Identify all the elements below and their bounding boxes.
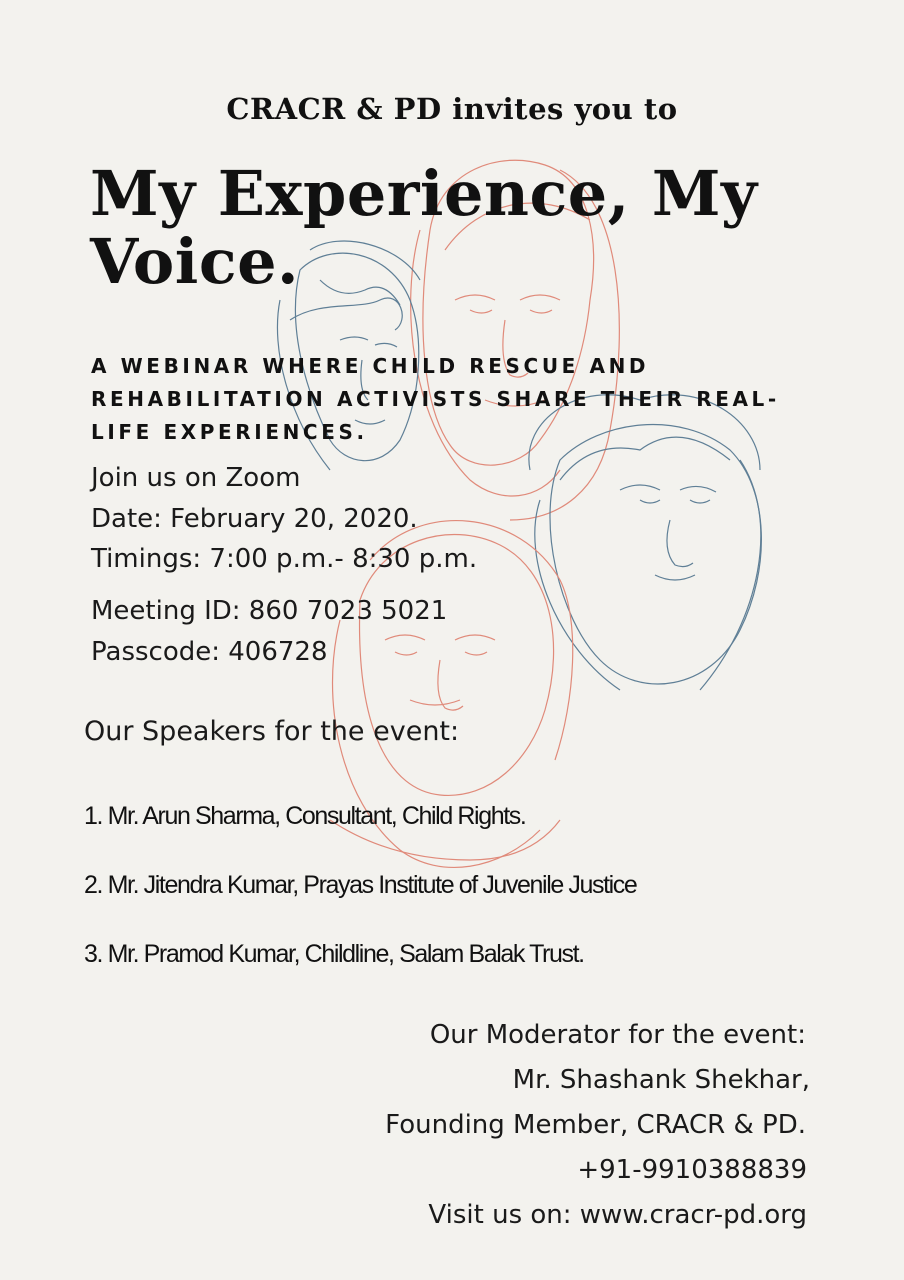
meeting-id: Meeting ID: 860 7023 5021 — [91, 596, 448, 626]
website-link[interactable]: Visit us on: www.cracr-pd.org — [428, 1200, 807, 1230]
speaker-item: 1. Mr. Arun Sharma, Consultant, Child Rights. — [84, 802, 526, 830]
speakers-heading: Our Speakers for the event: — [84, 716, 460, 747]
invite-line: CRACR & PD invites you to — [226, 92, 678, 126]
event-title: My Experience, My Voice. — [90, 157, 758, 298]
zoom-platform-text: Join us on Zoom — [91, 463, 301, 493]
moderator-name: Mr. Shashank Shekhar, — [512, 1065, 810, 1095]
moderator-role: Founding Member, CRACR & PD. — [385, 1110, 806, 1140]
event-timings: Timings: 7:00 p.m.- 8:30 p.m. — [91, 544, 478, 574]
moderator-heading: Our Moderator for the event: — [429, 1020, 806, 1050]
meeting-passcode: Passcode: 406728 — [91, 637, 328, 667]
speaker-item: 2. Mr. Jitendra Kumar, Prayas Institute of Juvenile Justice — [84, 871, 637, 899]
speaker-item: 3. Mr. Pramod Kumar, Childline, Salam Balak Trust. — [84, 940, 584, 968]
event-date: Date: February 20, 2020. — [91, 504, 418, 534]
moderator-phone: +91-9910388839 — [577, 1155, 807, 1185]
event-subtitle: A WEBINAR WHERE CHILD RESCUE AND REHABILITATION ACTIVISTS SHARE THEIR REAL-LIFE EXPERIENCES. — [91, 354, 780, 444]
